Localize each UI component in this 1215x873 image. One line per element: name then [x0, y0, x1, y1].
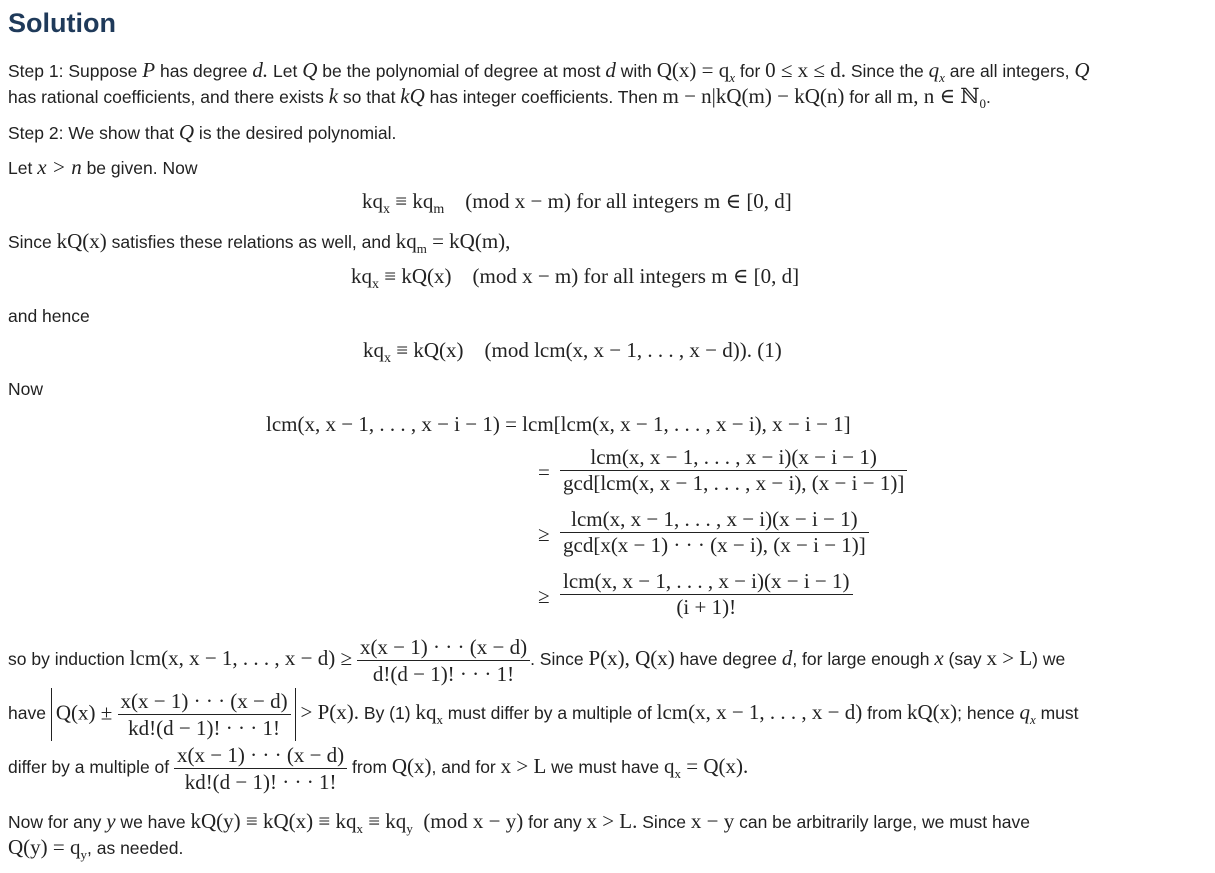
step1-line1: Step 1: Suppose P has degree d. Let Q be the polynomial of degree at most d with $Q(x) = q_x$ for 0 ≤ x ≤ d. Since the $q_x$ are all integers, Q: [8, 58, 1090, 86]
align-fraction-2: lcm(x, x − 1, . . . , x − i)(x − i − 1) gcd[x(x − 1) · · · (x − i), (x − i − 1)]: [560, 507, 869, 558]
step2-line: Step 2: We show that Q is the desired polynomial.: [8, 120, 397, 144]
align-line-1: lcm(x, x − 1, . . . , x − i − 1) = lcm[lcm(x, x − 1, . . . , x − i), x − i − 1]: [266, 412, 851, 436]
let-line: Let x > n be given. Now: [8, 155, 198, 179]
and-hence-text: and hence: [8, 306, 90, 326]
align-fraction-3: lcm(x, x − 1, . . . , x − i)(x − i − 1) (i + 1)!: [560, 569, 853, 620]
align-ge-sign-2: ≥: [538, 584, 550, 608]
solution-heading: Solution: [8, 8, 116, 38]
equation-1: $kq_x \equiv kQ(x)$ (mod lcm(x, x − 1, . . . , x − d)). (1): [363, 338, 782, 367]
align-fraction-1: lcm(x, x − 1, . . . , x − i)(x − i − 1) gcd[lcm(x, x − 1, . . . , x − i), (x − i − 1)]: [560, 445, 907, 496]
final-line-1: Now for any y we have $kQ(y) \equiv kQ(x) \equiv kq_x \equiv kq_y$ (mod x − y) for any x > L. Since x − y can be arbitrarily large, we must have: [8, 809, 1030, 837]
equation-a: $kq_x \equiv kq_m$ (mod x − m) for all integers m ∈ [0, d]: [362, 189, 792, 218]
step1-line2: has rational coefficients, and there exists k so that kQ has integer coefficients. Then m − n|kQ(m) − kQ(n) for all m, n ∈ ℕ$_0$.: [8, 84, 991, 112]
align-eq-sign: =: [538, 460, 550, 484]
have-line: have Q(x) ± $\frac{x(x - 1) \cdot \cdot \cdot (x - d)}{kd!(d - 1)! \cdot \cdot \cdot 1!}$ > P(x). By (1) $kq_x$ must differ by a multiple of lcm(x, x − 1, . . . , x − d) from kQ(x); hence $q_x$ must: [8, 689, 1079, 740]
differ-line: differ by a multiple of $\frac{x(x - 1) \cdot \cdot \cdot (x - d)}{kd!(d - 1)! \cdot \cdot \cdot 1!}$ from Q(x), and for x > L we must have $q_x = Q(x)$.: [8, 743, 749, 794]
since-line: Since kQ(x) satisfies these relations as well, and $kq_m = kQ(m)$,: [8, 229, 511, 257]
now-text: Now: [8, 379, 44, 399]
align-ge-sign-1: ≥: [538, 522, 550, 546]
induction-line: so by induction lcm(x, x − 1, . . . , x − d) ≥ $\frac{x(x - 1) \cdot \cdot \cdot (x - d)}{d!(d - 1)! \cdot \cdot \cdot 1!}$ . Since P(x), Q(x) have degree d, for large enough x (say x > L) we: [8, 635, 1066, 686]
equation-b: $kq_x \equiv kQ(x)$ (mod x − m) for all integers m ∈ [0, d]: [351, 264, 800, 293]
final-line-2: $Q(y) = q_y$, as needed.: [8, 835, 184, 863]
